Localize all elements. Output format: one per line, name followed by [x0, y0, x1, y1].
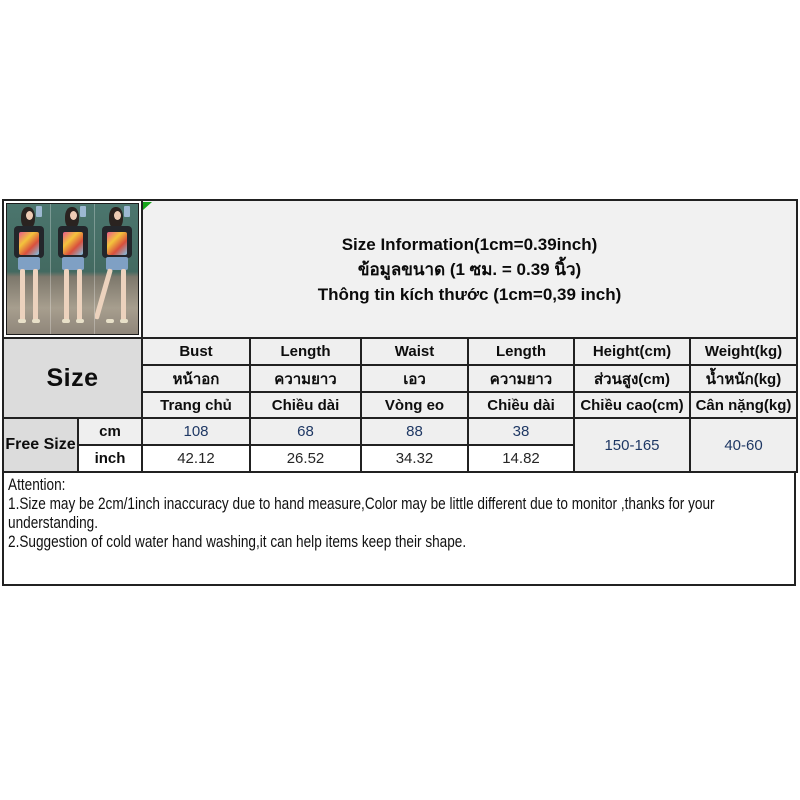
attention-note2: 2.Suggestion of cold water hand washing,it can help items keep their shape. [8, 532, 467, 551]
size-chart-sheet [2, 199, 796, 586]
header-en-bust: Bust [142, 338, 250, 365]
header-th-length2: ความยาว [468, 365, 574, 392]
model-phone [124, 206, 130, 217]
value-waist-inch: 34.32 [361, 445, 468, 472]
header-th-bust: หน้าอก [142, 365, 250, 392]
title-vietnamese: Thông tin kích thước (1cm=0,39 inch) [317, 284, 622, 304]
size-table [2, 199, 798, 473]
model-photo-panel [50, 204, 94, 334]
header-vi-bust: Trang chủ [142, 392, 250, 418]
model-foot [18, 319, 26, 323]
header-th-weight: น้ำหนัก(kg) [690, 365, 797, 392]
model-face [114, 211, 121, 220]
model-leg [20, 269, 25, 321]
header-en-length: Length [250, 338, 361, 365]
model-phone [36, 206, 42, 217]
model-foot [120, 319, 128, 323]
header-vi-length2: Chiều dài [468, 392, 574, 418]
model-foot [76, 319, 84, 323]
header-en-weight: Weight(kg) [690, 338, 797, 365]
value-length2-inch: 14.82 [468, 445, 574, 472]
header-th-waist: เอว [361, 365, 468, 392]
model-photo-panel [94, 204, 138, 334]
attention-heading: Attention: [8, 475, 66, 494]
value-weight-range: 40-60 [690, 418, 797, 472]
header-en-height: Height(cm) [574, 338, 690, 365]
header-th-length: ความยาว [250, 365, 361, 392]
tshirt-graphic [107, 232, 127, 255]
value-length2-cm: 38 [468, 418, 574, 445]
product-photo-cell [3, 200, 142, 338]
header-vi-weight: Cân nặng(kg) [690, 392, 797, 418]
model-foot [32, 319, 40, 323]
product-photo [6, 203, 139, 335]
model-foot [62, 319, 70, 323]
model-leg [94, 268, 112, 319]
value-length-cm: 68 [250, 418, 361, 445]
unit-label-inch: inch [78, 445, 142, 472]
title-cell [142, 200, 797, 338]
model-phone [80, 206, 86, 217]
model-leg [77, 269, 82, 321]
value-waist-cm: 88 [361, 418, 468, 445]
tshirt-graphic [63, 232, 83, 255]
model-leg [121, 269, 126, 321]
value-bust-cm: 108 [142, 418, 250, 445]
row-label-free-size: Free Size [3, 418, 78, 472]
header-en-length2: Length [468, 338, 574, 365]
model-face [70, 211, 77, 220]
size-corner-label: Size [3, 338, 142, 418]
tshirt-graphic [19, 232, 39, 255]
model-leg [64, 269, 69, 321]
header-vi-height: Chiều cao(cm) [574, 392, 690, 418]
value-bust-inch: 42.12 [142, 445, 250, 472]
header-th-height: ส่วนสูง(cm) [574, 365, 690, 392]
unit-label-cm: cm [78, 418, 142, 445]
header-en-waist: Waist [361, 338, 468, 365]
header-vi-waist: Vòng eo [361, 392, 468, 418]
attention-note1-cont: understanding. [8, 513, 98, 532]
green-corner-marker [143, 202, 152, 210]
model-leg [33, 269, 38, 321]
model-photo-panel [7, 204, 50, 334]
attention-notes [2, 473, 796, 586]
value-length-inch: 26.52 [250, 445, 361, 472]
value-height-range: 150-165 [574, 418, 690, 472]
title-english: Size Information(1cm=0.39inch) [341, 234, 598, 254]
title-thai: ข้อมูลขนาด (1 ซม. = 0.39 นิ้ว) [357, 259, 582, 279]
model-foot [106, 319, 114, 323]
header-vi-length: Chiều dài [250, 392, 361, 418]
model-face [26, 211, 33, 220]
attention-note1: 1.Size may be 2cm/1inch inaccuracy due to hand measure,Color may be little different due to monitor ,thanks for your [8, 494, 715, 513]
